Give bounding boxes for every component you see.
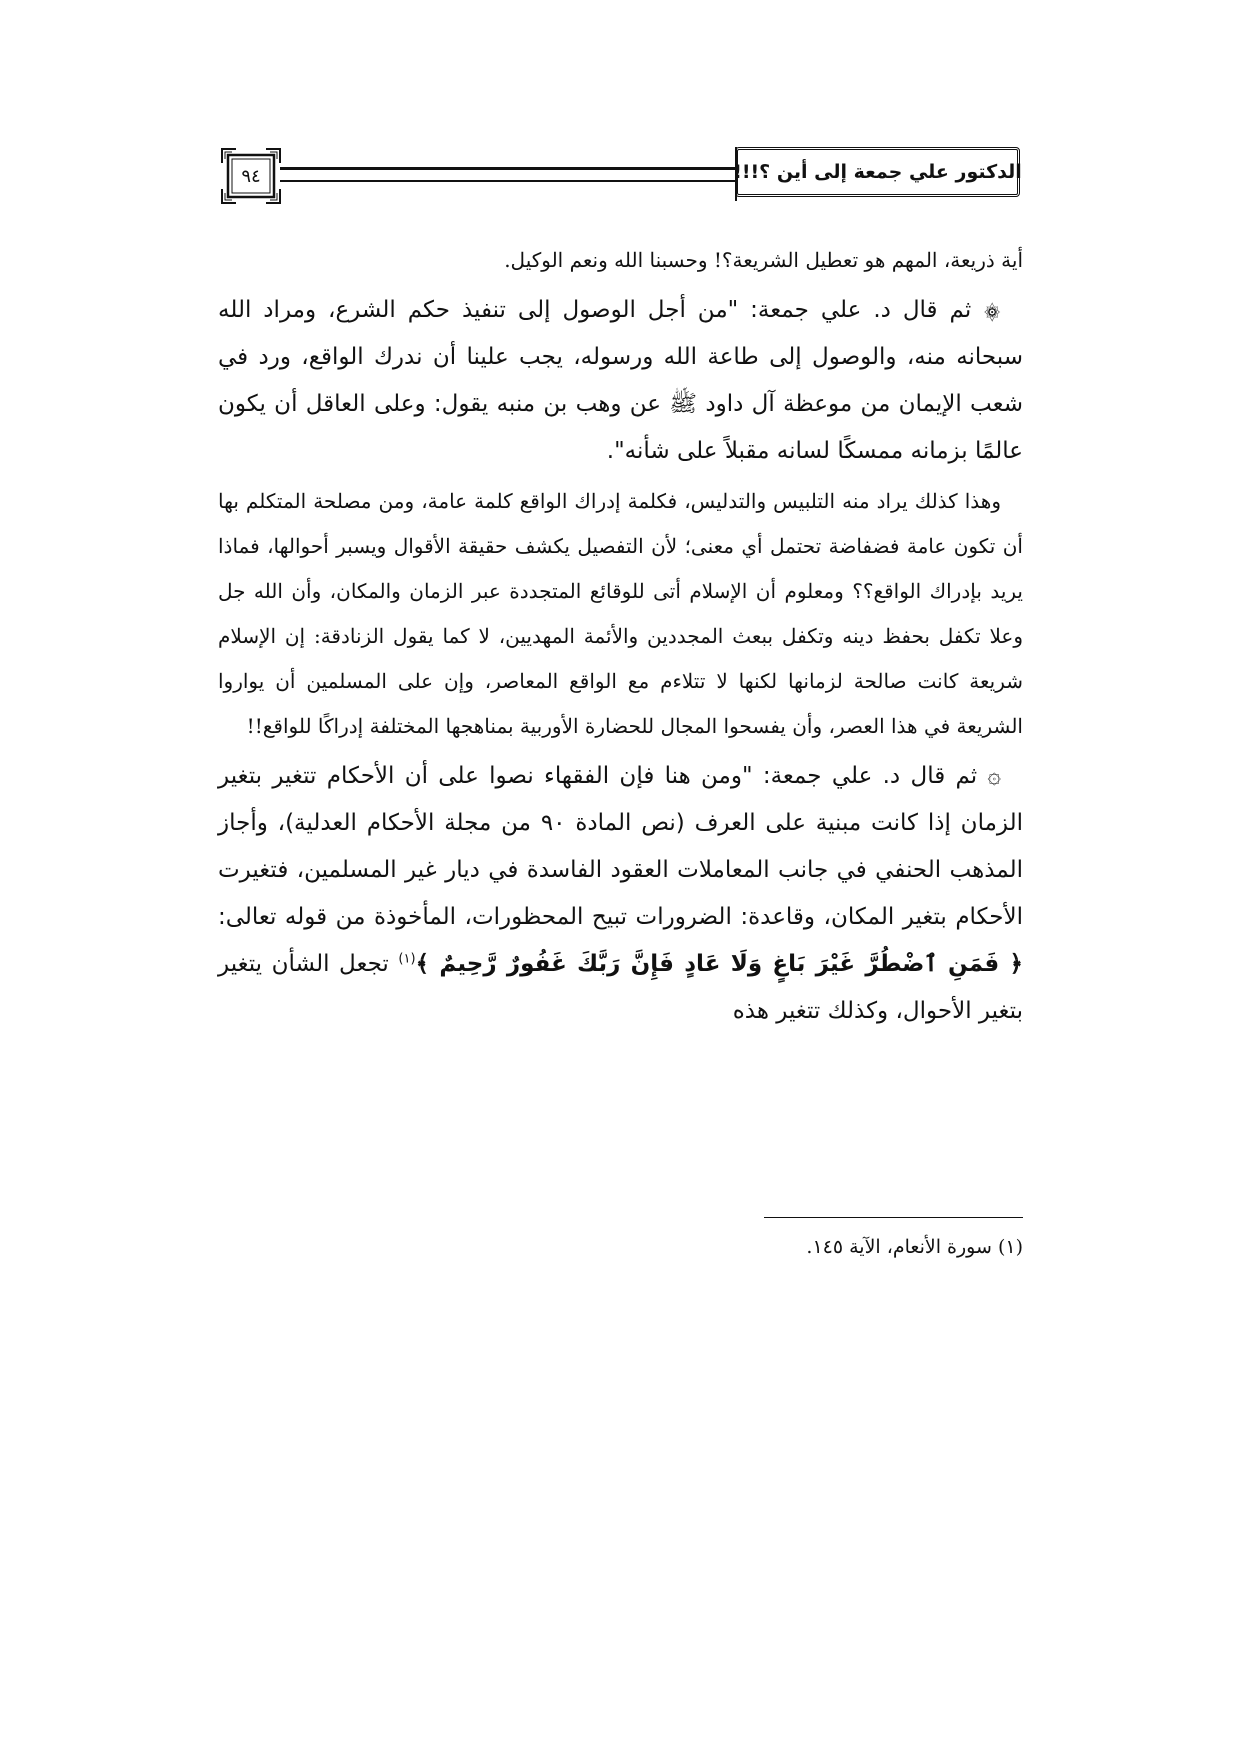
footnote: (١) سورة الأنعام، الآية ١٤٥. — [806, 1236, 1023, 1258]
running-title: الدكتور علي جمعة إلى أين ؟!!! — [733, 161, 1022, 183]
quote-paragraph-2 — [218, 753, 1023, 1035]
response-paragraph-1: وهذا كذلك يراد منه التلبيس والتدليس، فكلمة إدراك الواقع كلمة عامة، ومن مصلحة المتكلم بها أن تكون عامة فضفاضة تحتمل أي معنى؛ لأن التفصيل يكشف حقيقة الأقوال ويسبر أحوالها، فماذا يريد بإدراك الواقع؟؟ ومعلوم أن الإسلام أتى للوقائع المتجددة عبر الزمان والمكان، وأن الله جل وعلا تكفل بحفظ دينه وتكفل ببعث المجددين والأئمة المهديين، لا كما يقول الزنادقة: إن الإسلام شريعة كانت صالحة لزمانها لكنها لا تتلاءم مع الواقع المعاصر، وإن على المسلمين أن يواروا الشريعة في هذا العصر، وأن يفسحوا المجال للحضارة الأوربية بمناهجها المختلفة إدراكًا للواقع!! — [218, 489, 1023, 738]
quote-2-text: ۞ ثم قال د. علي جمعة: "ومن هنا فإن الفقهاء نصوا على أن الأحكام تتغير بتغير الزمان إذا كانت مبنية على العرف (نص المادة ٩٠ من مجلة الأحكام العدلية)، وأجاز المذهب الحنفي في جانب المعاملات العقود الفاسدة في ديار غير المسلمين، فتغيرت الأحكام بتغير المكان، وقاعدة: الضرورات تبيح المحظورات، المأخوذة من قوله تعالى: — [218, 763, 1023, 930]
page-body — [218, 238, 1023, 1035]
page-number: ٩٤ — [241, 165, 261, 187]
page-header — [220, 147, 1020, 207]
header-rule — [280, 167, 738, 182]
opening-line: أية ذريعة، المهم هو تعطيل الشريعة؟! وحسبنا الله ونعم الوكيل. — [504, 248, 1023, 272]
running-title-frame — [735, 147, 1020, 197]
footnote-separator — [764, 1217, 1023, 1218]
footnote-reference: (١) — [398, 951, 416, 967]
quote-paragraph-1: ۞ ثم قال د. علي جمعة: "من أجل الوصول إلى تنفيذ حكم الشرع، ومراد الله سبحانه منه، والوصول إلى طاعة الله ورسوله، يجب علينا أن ندرك الواقع، ورد في شعب الإيمان من موعظة آل داود ﷺ عن وهب بن منبه يقول: وعلى العاقل أن يكون عالمًا بزمانه ممسكًا لسانه مقبلاً على شأنه". — [218, 297, 1023, 464]
quote-2-tail: تجعل الشأن يتغير بتغير الأحوال، وكذلك تتغير هذه — [218, 951, 1023, 1024]
quran-verse: ﴿ فَمَنِ ٱضْطُرَّ غَيْرَ بَاغٍ وَلَا عَادٍ فَإِنَّ رَبَّكَ غَفُورٌ رَّحِيمٌ ﴾ — [415, 951, 1023, 977]
page-number-box — [220, 147, 282, 205]
